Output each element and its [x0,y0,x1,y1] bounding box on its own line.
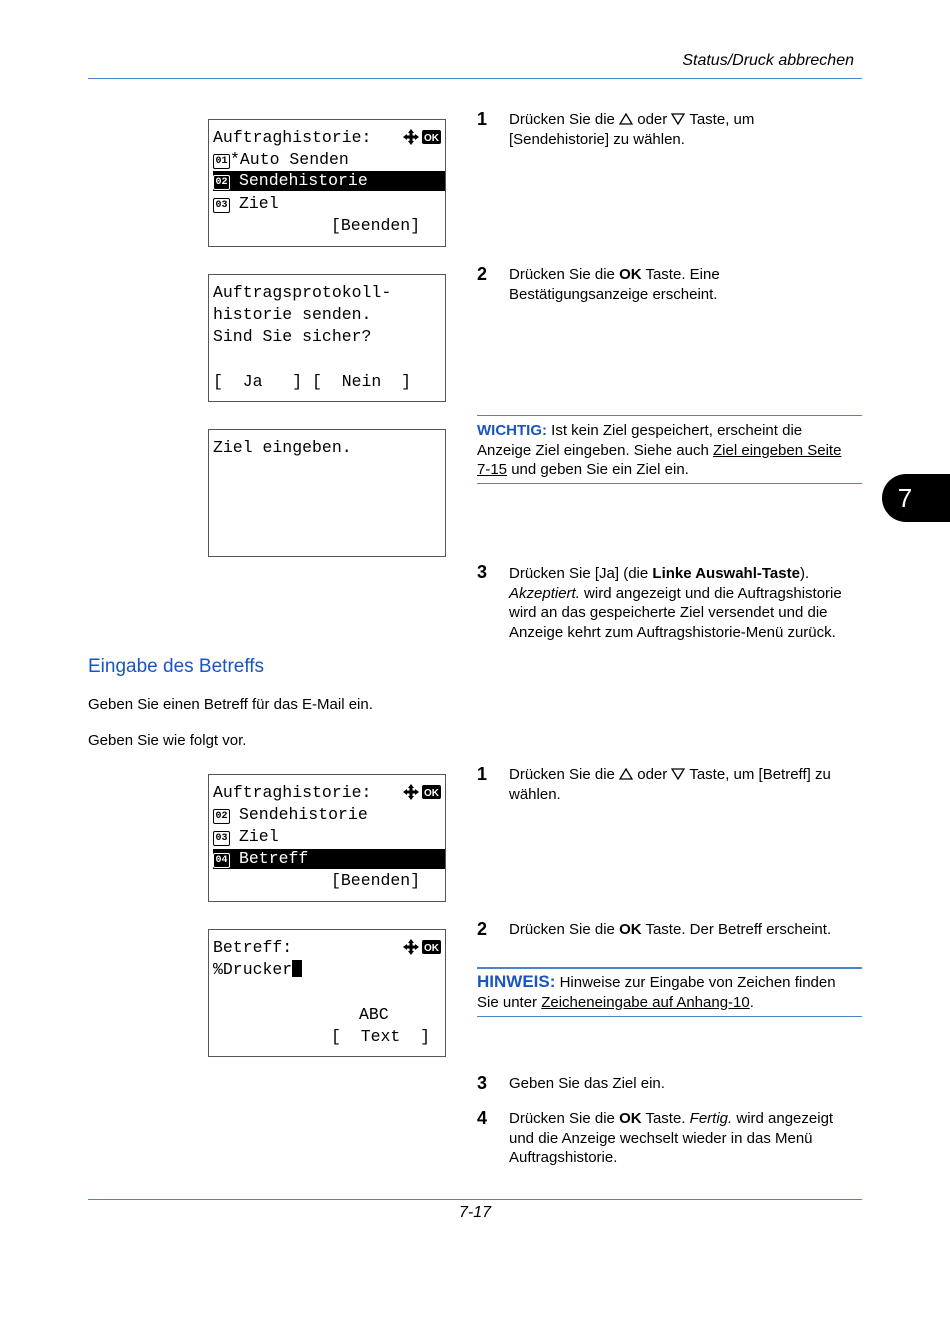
item-number-icon: 02 [213,175,230,190]
step-number: 2 [477,919,488,939]
chapter-number: 7 [897,483,913,513]
step-text: Drücken Sie die OK Taste. Der Betreff erscheint. [509,921,832,938]
screen-line-2: historie senden. [213,305,372,324]
menu-item-ziel[interactable] [213,827,279,847]
screen-title: Betreff: [213,938,293,957]
panel-screen-confirm [208,274,446,402]
text-cursor [292,960,302,977]
softkeys-ja-nein[interactable]: [ Ja ] [ Nein ] [213,372,412,391]
panel-screen-betreff-entry [208,929,446,1057]
step-number: 1 [477,109,488,129]
item-label: Sendehistorie [239,171,368,190]
note-rule [477,1016,862,1017]
header-rule [88,78,862,79]
important-note: WICHTIG: Ist kein Ziel gespeichert, erscheint die Anzeige Ziel eingeben. Siehe auch Ziel eingeben Seite 7-15 und geben Sie ein Ziel ein. [477,422,842,478]
footer-rule [88,1199,862,1200]
step-text: Drücken Sie die OK Taste. Fertig. wird angezeigt und die Anzeige wechselt wieder in das Menü Auftragshistorie. [509,1110,834,1166]
menu-item-betreff-selected[interactable] [213,849,445,869]
down-triangle-icon [671,113,685,125]
item-label: *Auto Senden [230,150,349,169]
up-triangle-icon [619,768,633,780]
screen-line-1: Ziel eingeben. [213,438,352,457]
svg-text:OK: OK [424,788,439,799]
nav-ok-icon [403,784,441,800]
item-number-icon: 02 [213,809,230,824]
softkey-text[interactable]: [ Text ] [331,1027,431,1046]
step-text: Drücken Sie die oder Taste, um [Sendehistorie] zu wählen. [509,111,755,148]
note-rule [477,967,862,969]
screen-line-3: Sind Sie sicher? [213,327,372,346]
panel-screen-history-menu-betreff [208,774,446,902]
note-rule [477,483,862,484]
screen-title: Auftraghistorie: [213,783,372,802]
paragraph: Geben Sie einen Betreff für das E-Mail ein. [88,696,373,713]
paragraph: Geben Sie wie folgt vor. [88,732,247,749]
chapter-tab [882,474,950,522]
item-label: Ziel [239,194,279,213]
softkey-beenden[interactable]: [Beenden] [331,216,421,235]
input-mode: ABC [359,1005,389,1024]
step-number: 4 [477,1108,488,1128]
step-text: Drücken Sie [Ja] (die Linke Auswahl-Taste). Akzeptiert. wird angezeigt und die Auftragshistorie wird an das gespeicherte Ziel versendet und die Anzeige kehrt zum Auftragshistorie-Menü zurück. [509,565,842,641]
menu-item-ziel[interactable] [213,194,279,214]
note-rule [477,415,862,416]
page-number: 7-17 [458,1204,492,1221]
hint-note: HINWEIS: Hinweise zur Eingabe von Zeichen finden Sie unter Zeicheneingabe auf Anhang-10. [477,972,836,1011]
menu-item-auto-senden[interactable] [213,150,349,170]
item-label: Sendehistorie [239,805,368,824]
item-number-icon: 04 [213,853,230,868]
up-triangle-icon [619,113,633,125]
running-header: Status/Druck abbrechen [682,52,854,69]
link-7-15[interactable]: 7-15 [477,461,508,478]
menu-item-sendehistorie[interactable] [213,805,368,825]
step-number: 3 [477,1073,488,1093]
section-heading: Eingabe des Betreffs [88,656,265,677]
panel-screen-history-menu [208,119,446,247]
panel-screen-ziel [208,429,446,557]
item-number-icon: 03 [213,198,230,213]
item-number-icon: 01 [213,154,230,169]
link-ziel-eingeben[interactable]: Ziel eingeben Seite [713,441,842,459]
step-text: Drücken Sie die OK Taste. Eine Bestätigungsanzeige erscheint. [509,266,720,303]
svg-text:OK: OK [424,943,439,954]
menu-item-sendehistorie-selected[interactable] [213,171,445,191]
item-label: Ziel [239,827,279,846]
link-zeicheneingabe[interactable]: Zeicheneingabe auf Anhang-10 [541,993,750,1011]
step-text: Geben Sie das Ziel ein. [509,1075,665,1092]
svg-text:OK: OK [424,133,439,144]
step-number: 2 [477,264,488,284]
screen-line-1: Auftragsprotokoll- [213,283,392,302]
nav-ok-icon [403,939,441,955]
step-text: Drücken Sie die oder Taste, um [Betreff] zu wählen. [509,766,831,803]
item-label: Betreff [239,849,309,868]
subject-input[interactable]: %Drucker [213,960,302,980]
step-number: 3 [477,562,488,582]
softkey-beenden[interactable]: [Beenden] [331,871,421,890]
step-number: 1 [477,764,488,784]
down-triangle-icon [671,768,685,780]
screen-title: Auftraghistorie: [213,128,372,147]
nav-ok-icon [403,129,441,145]
item-number-icon: 03 [213,831,230,846]
